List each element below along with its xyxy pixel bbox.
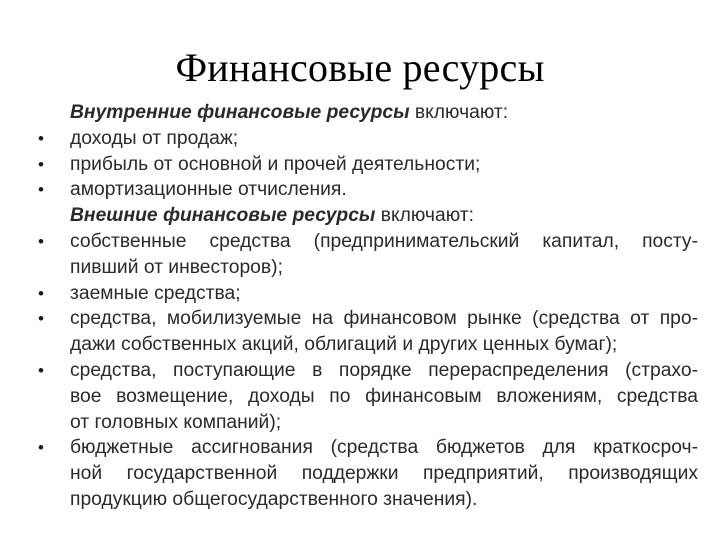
list-item <box>36 435 698 512</box>
list-item-line: пивший от инвесторов); <box>70 256 283 278</box>
slide-title: Финансовые ресурсы <box>175 45 545 90</box>
list-item-line: продукцию общегосударственного значения). <box>70 488 478 510</box>
external-resources-heading-emphasis: Внешние финансовые ресурсы <box>70 205 376 227</box>
list-item <box>36 306 698 358</box>
list-item <box>36 281 698 307</box>
internal-resources-heading-suffix: включают: <box>409 102 509 123</box>
list-item-line: бюджетные ассигнования (средства бюджетов для краткосроч- <box>70 437 698 459</box>
internal-resources-heading-emphasis: Внутренние финансовые ресурсы <box>70 102 410 123</box>
internal-resources-list <box>36 126 698 203</box>
list-item <box>36 126 698 152</box>
list-item <box>36 229 698 281</box>
list-item-line: вое возмещение, доходы по финансовым вложениям, средства <box>70 385 698 407</box>
slide-body <box>36 100 698 513</box>
bullet-icon: • <box>38 180 44 200</box>
bullet-icon: • <box>38 283 44 303</box>
external-resources-heading <box>70 203 698 229</box>
list-item <box>36 177 698 203</box>
internal-resources-heading <box>70 100 698 126</box>
list-item-line: амортизационные отчисления. <box>70 179 347 201</box>
list-item-line: дажи собственных акций, облигаций и других ценных бумаг); <box>70 334 618 356</box>
list-item <box>36 152 698 178</box>
bullet-icon: • <box>38 360 44 380</box>
list-item-line: заемные средства; <box>70 282 241 304</box>
list-item-line: собственные средства (предпринимательский капитал, посту- <box>70 230 698 252</box>
list-item-line: от головных компаний); <box>70 411 282 433</box>
bullet-icon: • <box>38 309 44 329</box>
list-item <box>36 358 698 435</box>
list-item-line: ной государственной поддержки предприятий, производящих <box>70 463 698 485</box>
external-resources-heading-suffix: включают: <box>375 205 474 227</box>
list-item-line: средства, поступающие в порядке перераспределения (страхо- <box>70 359 698 381</box>
bullet-icon: • <box>38 231 44 251</box>
bullet-icon: • <box>38 128 44 148</box>
list-item-line: средства, мобилизуемые на финансовом рынке (средства от про- <box>70 308 698 330</box>
bullet-icon: • <box>38 438 44 458</box>
external-resources-list <box>36 229 698 513</box>
bullet-icon: • <box>38 154 44 174</box>
list-item-line: прибыль от основной и прочей деятельности; <box>70 153 481 175</box>
list-item-line: доходы от продаж; <box>70 127 239 149</box>
